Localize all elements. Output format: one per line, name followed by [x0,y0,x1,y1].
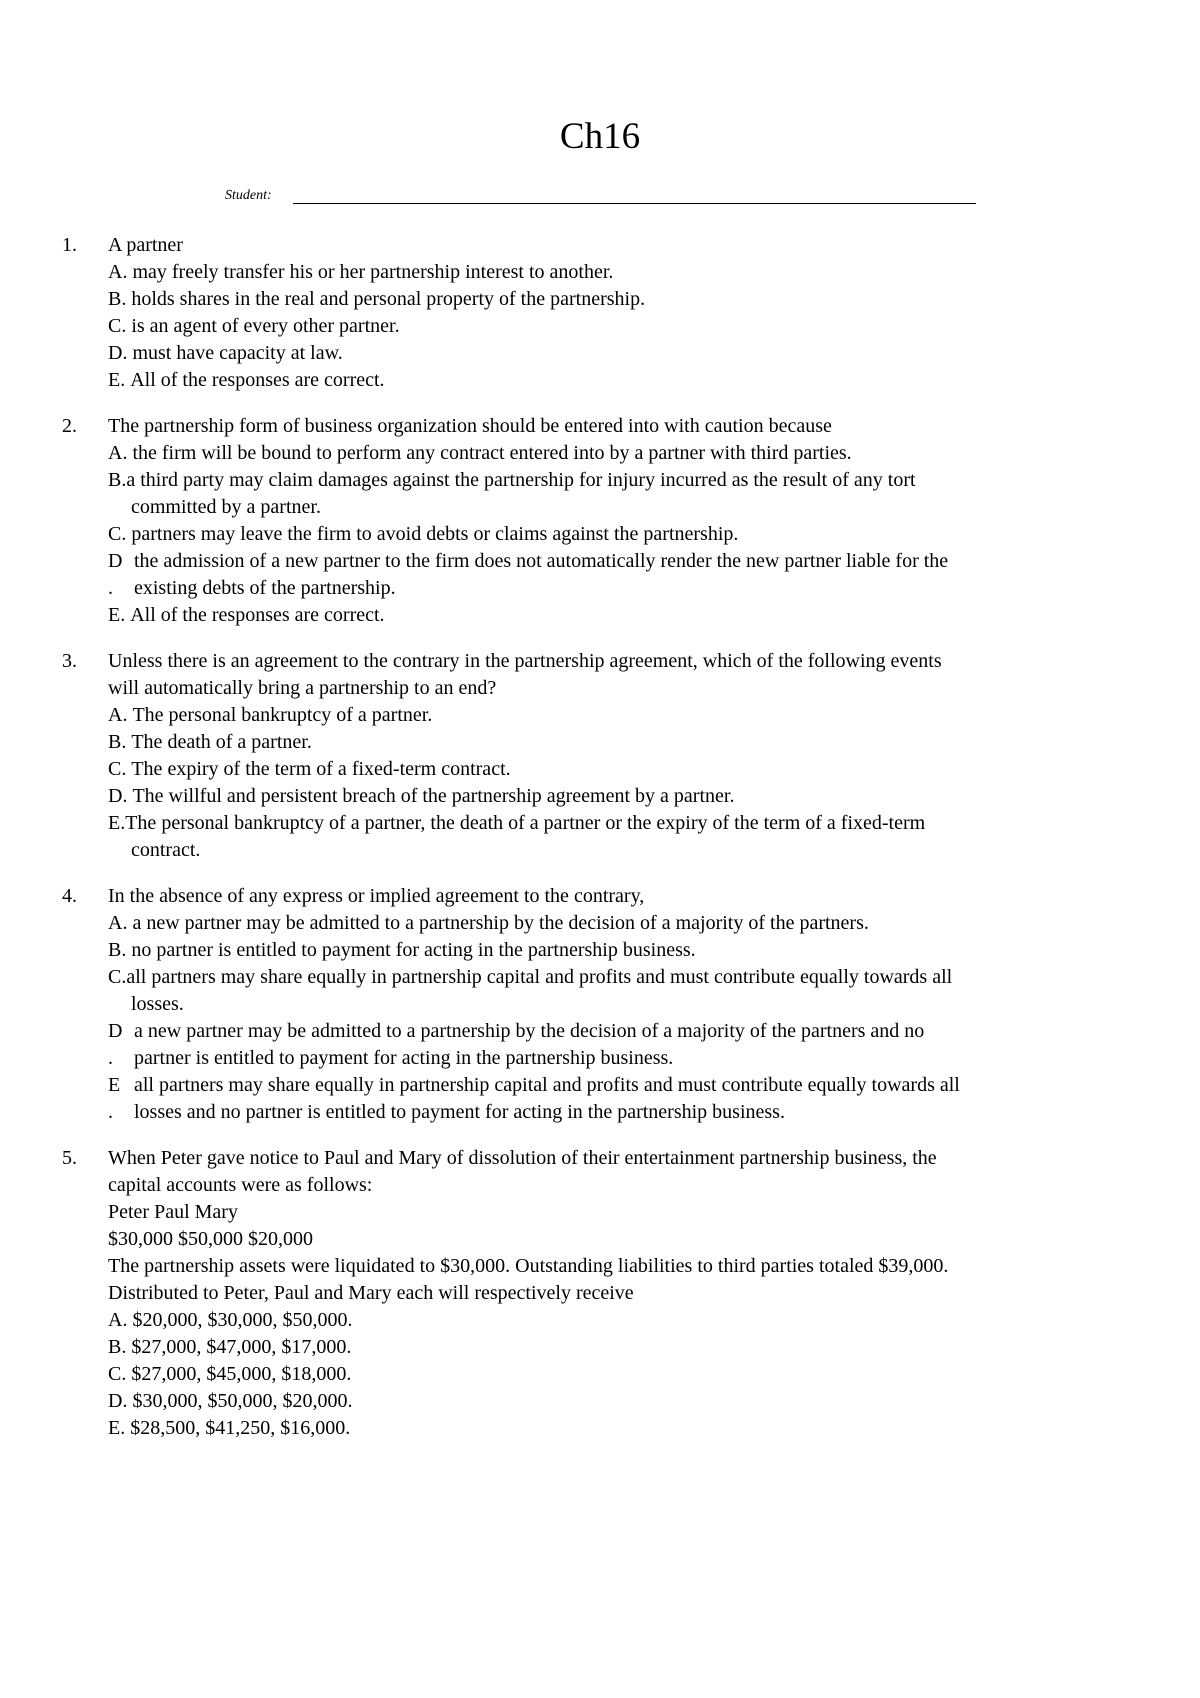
option-c[interactable]: C. is an agent of every other partner. [108,315,400,337]
question-number: 2. [62,415,77,437]
option-e[interactable]: E all partners may share equally in partnership capital and profits and must contribute equally towards all . losses and no partner is entitled to payment for acting in the partnership business. [108,1074,960,1123]
option-c[interactable]: C. $27,000, $45,000, $18,000. [108,1363,352,1385]
option-b[interactable]: B. no partner is entitled to payment for acting in the partnership business. [108,939,696,961]
page-title: Ch16 [559,116,641,157]
question-3 [62,648,1142,864]
question-1 [62,232,1142,394]
option-e[interactable]: E. The personal bankruptcy of a partner, the death of a partner or the expiry of the term of a fixed-term contract. [108,812,926,861]
student-name-line[interactable] [293,203,976,204]
option-a[interactable]: A. The personal bankruptcy of a partner. [108,704,433,726]
question-5 [62,1145,1142,1442]
question-stem: In the absence of any express or implied agreement to the contrary, [108,885,645,907]
question-number: 4. [62,885,77,907]
option-b[interactable]: B. holds shares in the real and personal property of the partnership. [108,288,646,310]
option-e[interactable]: E. $28,500, $41,250, $16,000. [108,1417,351,1439]
option-c[interactable]: C. partners may leave the firm to avoid debts or claims against the partnership. [108,523,739,545]
question-number: 3. [62,650,77,672]
question-stem-line: capital accounts were as follows: [108,1174,373,1196]
question-stem: When Peter gave notice to Paul and Mary of dissolution of their entertainment partnership business, the [108,1147,937,1169]
capital-accounts-header: Peter Paul Mary [108,1201,238,1223]
option-d[interactable]: D. The willful and persistent breach of the partnership agreement by a partner. [108,785,735,807]
option-c[interactable]: C. all partners may share equally in partnership capital and profits and must contribute equally towards all losses. [108,966,953,1015]
option-e[interactable]: E. All of the responses are correct. [108,369,385,391]
option-b[interactable]: B. a third party may claim damages against the partnership for injury incurred as the result of any tort committed by a partner. [108,469,916,518]
option-d[interactable]: D. must have capacity at law. [108,342,343,364]
question-number: 5. [62,1147,77,1169]
student-label: Student: [225,188,272,203]
capital-accounts-values: $30,000 $50,000 $20,000 [108,1228,313,1250]
option-b[interactable]: B. $27,000, $47,000, $17,000. [108,1336,352,1358]
option-d[interactable]: D the admission of a new partner to the firm does not automatically render the new partner liable for the . existing debts of the partnership. [108,550,949,599]
option-d[interactable]: D. $30,000, $50,000, $20,000. [108,1390,353,1412]
question-stem-line: Distributed to Peter, Paul and Mary each will respectively receive [108,1282,634,1304]
option-a[interactable]: A. $20,000, $30,000, $50,000. [108,1309,353,1331]
option-e[interactable]: E. All of the responses are correct. [108,604,385,626]
question-list [62,232,1142,1461]
question-stem: The partnership form of business organization should be entered into with caution because [108,415,832,437]
option-a[interactable]: A. may freely transfer his or her partnership interest to another. [108,261,614,283]
question-stem: Unless there is an agreement to the contrary in the partnership agreement, which of the following events [108,650,942,672]
question-stem-line: The partnership assets were liquidated to $30,000. Outstanding liabilities to third parties totaled $39,000. [108,1255,949,1277]
question-stem-line: will automatically bring a partnership to an end? [108,677,497,699]
option-c[interactable]: C. The expiry of the term of a fixed-term contract. [108,758,511,780]
question-number: 1. [62,234,77,256]
option-a[interactable]: A. a new partner may be admitted to a partnership by the decision of a majority of the partners. [108,912,869,934]
option-d[interactable]: D a new partner may be admitted to a partnership by the decision of a majority of the partners and no . partner is entitled to payment for acting in the partnership business. [108,1020,925,1069]
question-2 [62,413,1142,629]
question-4 [62,883,1142,1126]
option-a[interactable]: A. the firm will be bound to perform any contract entered into by a partner with third parties. [108,442,852,464]
option-b[interactable]: B. The death of a partner. [108,731,312,753]
question-stem: A partner [108,234,183,256]
